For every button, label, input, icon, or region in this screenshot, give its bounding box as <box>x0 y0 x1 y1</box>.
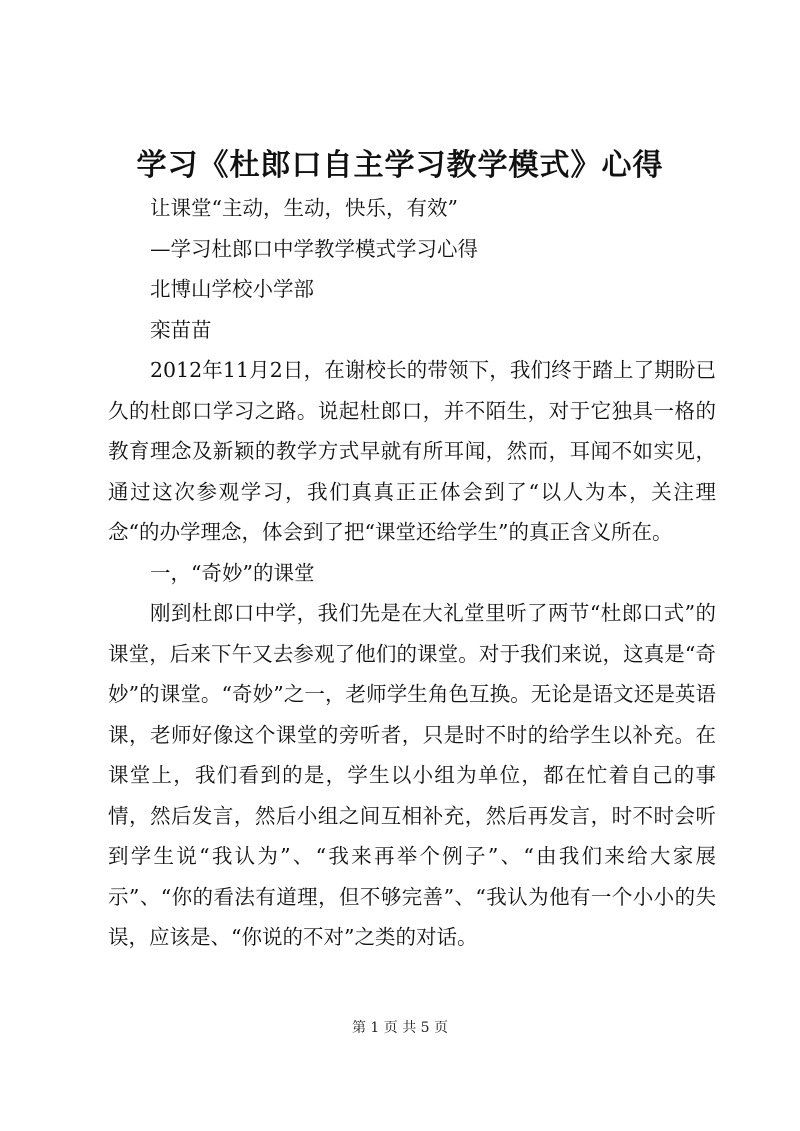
paragraph: 刚到杜郎口中学，我们先是在大礼堂里听了两节“杜郎口式”的课堂，后来下午又去参观了他们的课堂。对于我们来说，这真是“奇妙”的课堂。“奇妙”之一，老师学生角色互换。无论是语文还是英语课，老师好像这个课堂的旁听者，只是时不时的给学生以补充。在课堂上，我们看到的是，学生以小组为单位，都在忙着自己的事情，然后发言，然后小组之间互相补充，然后再发言，时不时会听到学生说“我认为”、“我来再举个例子”、“由我们来给大家展示”、“你的看法有道理，但不够完善”、“我认为他有一个小小的失误，应该是、“你说的不对”之类的对话。 <box>108 601 716 949</box>
subtitle-line: —学习杜郎口中学教学模式学习心得 <box>150 236 478 261</box>
author-name: 栾苗苗 <box>150 317 212 342</box>
school-name: 北博山学校小学部 <box>150 277 314 301</box>
page-footer: 第 1 页 共 5 页 <box>351 1020 449 1036</box>
paragraph: 2012年11月2日，在谢校长的带领下，我们终于踏上了期盼已久的杜郎口学习之路。说起杜郎口，并不陌生，对于它独具一格的教育理念及新颖的教学方式早就有所耳闻，然而，耳闻不如实见，通过这次参观学习，我们真真正正体会到了“以人为本，关注理念“的办学理念，体会到了把“课堂还给学生”的真正含义所在。 <box>108 358 716 544</box>
section-heading: 一，“奇妙”的课堂 <box>150 560 315 585</box>
document-body <box>108 188 716 958</box>
document-title: 学习《杜郎口自主学习教学模式》心得 <box>136 148 664 183</box>
subtitle-line: 让课堂“主动，生动，快乐，有效” <box>150 196 458 220</box>
